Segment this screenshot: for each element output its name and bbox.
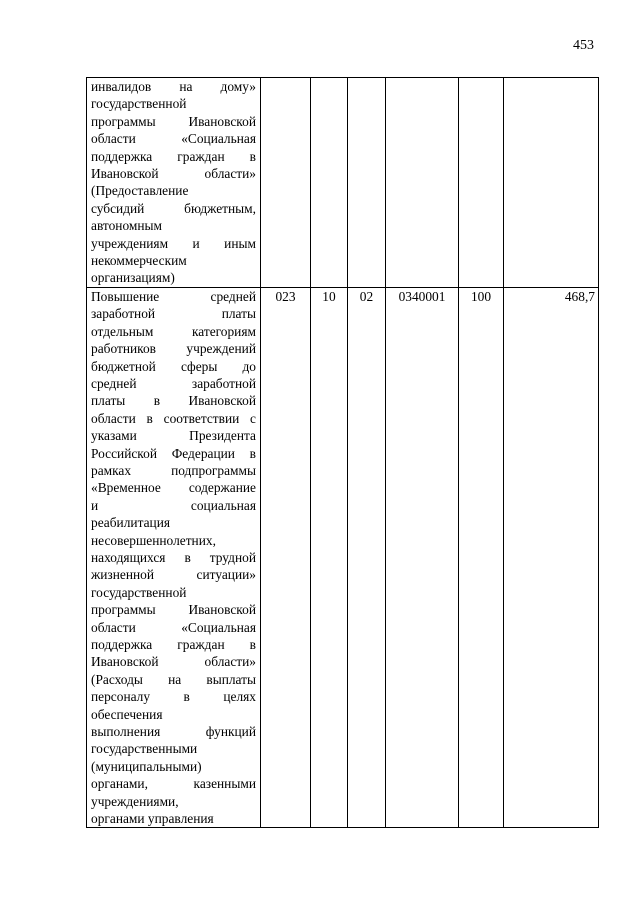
description-line: (муниципальными) xyxy=(91,758,202,774)
description-line: органами управления xyxy=(91,811,214,827)
description-line: государственными xyxy=(91,741,198,757)
description-line: «Временное содержание xyxy=(91,480,256,496)
ministry-code xyxy=(261,78,311,288)
description-line: автономным xyxy=(91,218,163,234)
amount xyxy=(504,78,599,288)
description-line: государственной xyxy=(91,584,187,600)
description-line: заработной платы xyxy=(91,306,256,322)
description-line: области «Социальная xyxy=(91,131,256,147)
description-line: Ивановской области» xyxy=(91,166,256,182)
description-line: Ивановской области» xyxy=(91,654,256,670)
description-line: Российской Федерации в xyxy=(91,445,256,461)
description-line: и социальная xyxy=(91,497,256,513)
description-line: субсидий бюджетным, xyxy=(91,200,256,216)
description-line: жизненной ситуации» xyxy=(91,567,256,583)
description-line: указами Президента xyxy=(91,428,256,444)
description-line: несовершеннолетних, xyxy=(91,532,216,548)
description-line: поддержка граждан в xyxy=(91,637,256,652)
budget-table xyxy=(86,77,599,828)
description-line: рамках подпрограммы xyxy=(91,462,256,478)
description-line: области в соответствии с xyxy=(91,410,256,426)
section-code xyxy=(311,78,348,288)
description-line: некоммерческим xyxy=(91,253,187,269)
description-line: (Предоставление xyxy=(91,183,189,199)
expense-type-code: 100 xyxy=(459,287,504,828)
table-row xyxy=(87,287,599,828)
section-code: 10 xyxy=(311,287,348,828)
ministry-code: 023 xyxy=(261,287,311,828)
row-description xyxy=(87,287,261,828)
description-line: инвалидов на дому» xyxy=(91,79,256,94)
description-line: программы Ивановской xyxy=(91,113,256,129)
description-line: отдельным категориям xyxy=(91,323,256,339)
description-line: учреждениями, xyxy=(91,793,179,809)
description-line: находящихся в трудной xyxy=(91,549,256,565)
description-line: программы Ивановской xyxy=(91,602,256,618)
description-line: поддержка граждан в xyxy=(91,148,256,164)
description-line: Повышение средней xyxy=(91,288,256,304)
description-line: государственной xyxy=(91,96,187,112)
expense-type-code xyxy=(459,78,504,288)
description-line: области «Социальная xyxy=(91,619,256,635)
table-row xyxy=(87,78,599,288)
amount: 468,7 xyxy=(504,287,599,828)
description-line: реабилитация xyxy=(91,515,171,531)
row-description xyxy=(87,78,261,288)
description-line: персоналу в целях xyxy=(91,689,256,705)
subsection-code xyxy=(348,78,386,288)
description-line: средней заработной xyxy=(91,375,256,391)
description-line: (Расходы на выплаты xyxy=(91,671,256,687)
description-line: обеспечения xyxy=(91,706,163,722)
description-line: выполнения функций xyxy=(91,724,256,740)
subsection-code: 02 xyxy=(348,287,386,828)
description-line: работников учреждений xyxy=(91,341,256,357)
page-number: 453 xyxy=(573,38,594,53)
target-article-code xyxy=(386,78,459,288)
target-article-code: 0340001 xyxy=(386,287,459,828)
description-line: бюджетной сферы до xyxy=(91,358,256,374)
description-line: организациям) xyxy=(91,270,175,286)
table-body xyxy=(87,78,599,828)
description-line: платы в Ивановской xyxy=(91,393,256,409)
description-line: учреждениям и иным xyxy=(91,235,256,251)
description-line: органами, казенными xyxy=(91,776,256,792)
